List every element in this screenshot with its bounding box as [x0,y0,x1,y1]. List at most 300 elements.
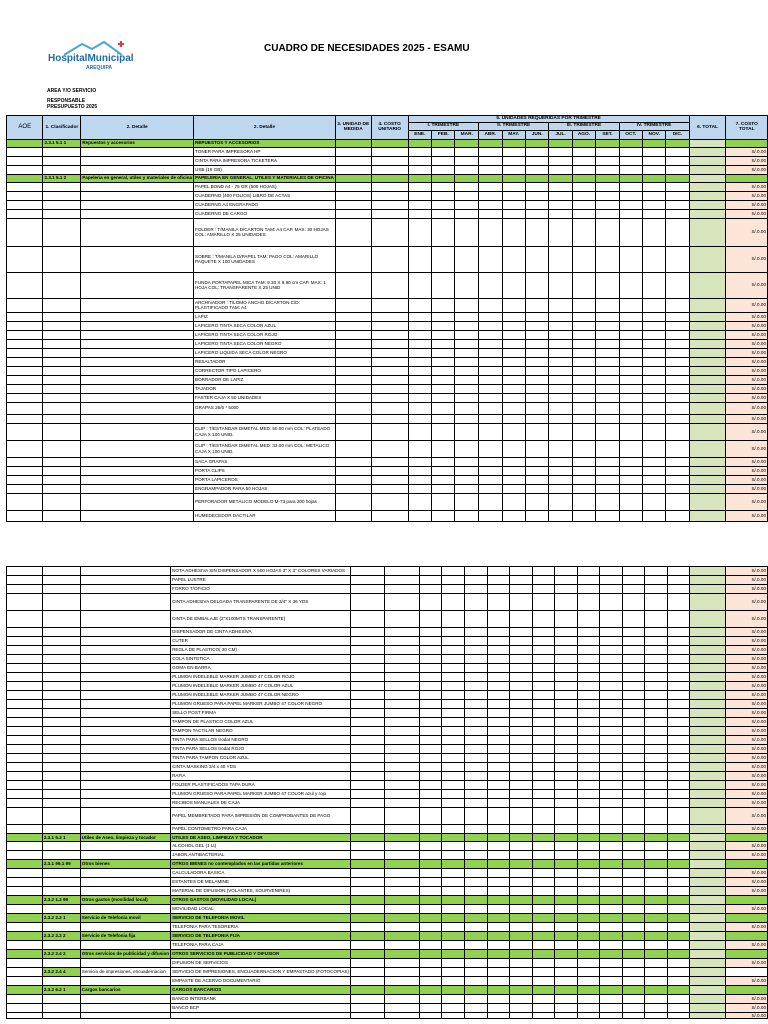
needs-table-1 [6,115,768,522]
item-row [7,709,768,718]
item-row [7,402,768,414]
cell-total [690,986,726,995]
cell-month [596,414,619,423]
cell-month [555,727,578,736]
cell-detalle: TINTA PARA SELLOS trodat ROJO [171,745,351,754]
cell-month [502,272,525,298]
cell-month [465,772,488,781]
cell-detalle: CORRECTOR TIPO LAPICERO [194,366,336,375]
cell-costo-total: S/.0.00 [725,825,767,834]
cell-month [442,655,465,664]
cell-detalle: CINTA MASKING 3/4 x 40 YDS [171,763,351,772]
cell-month [667,594,690,611]
cell-month [487,825,510,834]
item-row [7,147,768,156]
cell-unidad [335,147,371,156]
category-row [7,860,768,869]
cell-month [555,763,578,772]
cell-month [532,628,555,637]
item-row [7,567,768,576]
header-month: AGO. [572,130,596,139]
cell-month [645,1013,668,1019]
cell-month [549,272,572,298]
cell-detalle-clase [81,330,194,339]
cell-month [555,825,578,834]
cell-unidad [350,977,384,986]
cell-month [465,682,488,691]
cell-month [510,718,533,727]
cell-unidad [350,691,384,700]
cell-costo-total [725,834,767,842]
cell-month [622,825,645,834]
cell-month [408,357,431,366]
cell-aoe [7,375,43,384]
cell-total [689,393,726,402]
cell-aoe [7,673,43,682]
cell-costo-unitario [385,646,420,655]
cell-month [442,842,465,851]
cell-month [487,763,510,772]
cell-total [690,799,726,808]
cell-month [622,700,645,709]
cell-month [600,869,623,878]
cell-detalle: FOLDER PLASTIFICADOS TAPA DURA [171,781,351,790]
cell-month [600,941,623,950]
cell-month [642,165,665,174]
cell-month [667,709,690,718]
cell-detalle: ESTANTES DE MELAMINE [171,878,351,887]
cell-costo-total: S/.0.00 [725,887,767,896]
item-row [7,790,768,799]
cell-clasificador [42,851,80,860]
cell-costo-unitario [385,959,420,968]
cell-costo-unitario [371,246,408,272]
item-row [7,878,768,887]
cell-clasificador [42,790,80,799]
cell-month [596,457,619,466]
cell-clasificador [42,825,80,834]
cell-clasificador [42,959,80,968]
hospital-logo [48,40,138,76]
cell-month [502,209,525,218]
cell-detalle-clase [81,272,194,298]
cell-detalle-clase [81,414,194,423]
header-aoe: AOE [7,116,43,140]
cell-month [442,594,465,611]
cell-unidad [335,156,371,165]
cell-total [690,959,726,968]
cell-month [408,375,431,384]
cell-month [622,772,645,781]
cell-month [532,869,555,878]
cell-month [479,475,503,484]
cell-unidad [335,493,371,510]
cell-month [532,655,555,664]
cell-detalle: JABON ANTIBACTERIAL [171,851,351,860]
cell-month [572,423,596,440]
cell-month [502,414,525,423]
cell-detalle-clase: Otros bienes [80,860,170,869]
cell-month [577,808,600,825]
cell-aoe [7,808,43,825]
cell-month [642,312,665,321]
cell-month [487,718,510,727]
cell-total [690,655,726,664]
cell-month [645,682,668,691]
cell-month [549,246,572,272]
cell-month [432,457,455,466]
cell-total [689,174,726,182]
cell-month [532,567,555,576]
cell-month [555,950,578,959]
cell-month [549,440,572,457]
cell-month [622,673,645,682]
cell-detalle-clase [81,156,194,165]
cell-month [532,808,555,825]
cell-costo-unitario [385,611,420,628]
cell-unidad [335,200,371,209]
cell-month [465,860,488,869]
cell-month [619,272,642,298]
cell-month [645,860,668,869]
header-month: OCT. [619,130,642,139]
cell-unidad [350,736,384,745]
cell-month [465,727,488,736]
cell-month [487,709,510,718]
cell-month [577,673,600,682]
cell-month [645,745,668,754]
cell-aoe [7,298,43,312]
item-row [7,718,768,727]
cell-month [666,165,689,174]
item-row [7,218,768,246]
cell-month [572,475,596,484]
cell-month [465,959,488,968]
cell-detalle: FOLDER : T/MANILA D/CARTON TAM: A4 CAP. MAX: 30 HOJAS COL: AMARILLO X 25 UNIDADES [194,218,336,246]
cell-month [455,384,479,393]
cell-costo-unitario [385,585,420,594]
cell-costo-total: S/.0.00 [726,321,768,330]
cell-month [442,745,465,754]
cell-month [619,321,642,330]
cell-unidad [335,384,371,393]
item-row [7,977,768,986]
cell-month [487,655,510,664]
cell-month [572,147,596,156]
cell-costo-unitario [385,682,420,691]
cell-unidad [350,860,384,869]
item-row [7,510,768,521]
item-row [7,339,768,348]
cell-aoe [7,941,43,950]
cell-month [510,905,533,914]
cell-month [502,457,525,466]
cell-costo-total: S/.0.00 [726,191,768,200]
cell-month [667,860,690,869]
cell-total [690,763,726,772]
cell-month [532,887,555,896]
cell-month [572,414,596,423]
cell-detalle-clase [80,628,170,637]
cell-clasificador: 2.3.2 2.4 2 [42,950,80,959]
cell-aoe [7,357,43,366]
cell-month [622,709,645,718]
cell-clasificador [43,330,81,339]
cell-month [645,923,668,932]
cell-month [525,466,548,475]
cell-detalle: TELEFONIA PARA CAJA [171,941,351,950]
item-row [7,330,768,339]
cell-clasificador [43,493,81,510]
cell-month [487,968,510,977]
cell-month [465,594,488,611]
cell-month [419,736,442,745]
cell-month [667,745,690,754]
cell-month [577,869,600,878]
cell-total [690,754,726,763]
cell-month [487,986,510,995]
cell-costo-total: S/.0.00 [725,646,767,655]
cell-month [479,200,503,209]
item-row [7,191,768,200]
cell-month [455,375,479,384]
item-row [7,808,768,825]
cell-aoe [7,905,43,914]
cell-costo-unitario [371,218,408,246]
cell-detalle-clase [81,384,194,393]
cell-unidad [350,887,384,896]
cell-month [532,851,555,860]
cell-month [532,576,555,585]
cell-costo-unitario [371,402,408,414]
cell-month [442,718,465,727]
cell-detalle: CUADERNO A4 ENGRAPADO [194,200,336,209]
cell-detalle: CINTA ADHESIVA DELGADA TRANSPARENTE DE 3/4" X 36 YDS [171,594,351,611]
cell-month [642,423,665,440]
cell-unidad [335,440,371,457]
category-row [7,950,768,959]
cell-month [572,457,596,466]
cell-detalle: PLUMON INDELEBLE MARKER JUMBO 47 COLOR AZUL [171,682,351,691]
cell-total [689,298,726,312]
cell-month [572,493,596,510]
cell-total [690,781,726,790]
cell-month [465,808,488,825]
cell-month [479,466,503,475]
cell-month [600,950,623,959]
cell-costo-unitario [371,209,408,218]
cell-detalle-clase [80,611,170,628]
cell-unidad [335,357,371,366]
cell-clasificador [43,200,81,209]
cell-costo-unitario [371,156,408,165]
cell-month [642,402,665,414]
cell-total [689,375,726,384]
cell-month [408,174,431,182]
cell-month [442,896,465,905]
cell-month [577,860,600,869]
cell-month [577,825,600,834]
cell-month [667,781,690,790]
cell-costo-total: S/.0.00 [726,384,768,393]
cell-detalle-clase [81,493,194,510]
cell-month [642,366,665,375]
cell-month [442,851,465,860]
cell-detalle: LAPICERO TINTA SECA COLOR NEGRO [194,339,336,348]
cell-month [622,959,645,968]
cell-month [455,402,479,414]
cell-month [577,842,600,851]
cell-costo-total: S/.0.00 [725,790,767,799]
cell-month [502,357,525,366]
cell-month [419,709,442,718]
cell-month [600,646,623,655]
cell-month [455,321,479,330]
cell-month [532,959,555,968]
cell-month [510,727,533,736]
cell-month [465,825,488,834]
cell-month [442,834,465,842]
cell-clasificador [42,977,80,986]
cell-month [487,905,510,914]
header-costo-total: 7. COSTO TOTAL [726,116,768,140]
cell-month [465,567,488,576]
cell-detalle-clase [80,941,170,950]
cell-total [689,165,726,174]
cell-month [479,165,503,174]
cell-month [502,384,525,393]
cell-month [555,745,578,754]
cell-unidad [335,402,371,414]
cell-month [666,475,689,484]
cell-month [532,763,555,772]
cell-month [645,790,668,799]
cell-unidad [335,139,371,147]
cell-costo-unitario [385,905,420,914]
cell-month [622,585,645,594]
cell-costo-total: S/.0.00 [725,682,767,691]
cell-month [525,348,548,357]
cell-costo-unitario [385,673,420,682]
cell-month [596,393,619,402]
cell-aoe [7,887,43,896]
cell-month [666,312,689,321]
cell-unidad [350,673,384,682]
cell-month [577,887,600,896]
cell-detalle-clase [80,745,170,754]
header-month: MAY. [502,130,525,139]
cell-total [689,209,726,218]
cell-month [525,147,548,156]
item-row [7,799,768,808]
cell-month [479,339,503,348]
cell-total [689,510,726,521]
cell-month [532,585,555,594]
cell-detalle-clase [81,165,194,174]
cell-month [619,375,642,384]
item-row [7,440,768,457]
cell-month [419,878,442,887]
cell-clasificador [43,510,81,521]
cell-month [642,330,665,339]
cell-month [619,366,642,375]
cell-costo-unitario [371,440,408,457]
cell-month [419,1004,442,1013]
cell-month [642,174,665,182]
cell-month [549,147,572,156]
cell-month [642,272,665,298]
cell-month [442,736,465,745]
cell-month [510,664,533,673]
cell-month [510,878,533,887]
item-row [7,457,768,466]
cell-month [487,923,510,932]
cell-month [667,567,690,576]
cell-costo-total: S/.0.00 [725,905,767,914]
cell-month [555,1013,578,1019]
cell-month [577,567,600,576]
cell-month [622,986,645,995]
cell-detalle-clase [81,475,194,484]
cell-month [465,834,488,842]
cell-month [442,790,465,799]
cell-month [487,959,510,968]
cell-month [572,182,596,191]
cell-month [442,950,465,959]
cell-month [455,366,479,375]
cell-month [600,664,623,673]
cell-month [432,191,455,200]
cell-month [667,842,690,851]
cell-detalle-clase [80,869,170,878]
cell-month [465,896,488,905]
cell-month [600,995,623,1004]
cell-month [419,995,442,1004]
cell-month [419,825,442,834]
cell-month [487,914,510,923]
cell-month [622,851,645,860]
cell-costo-total: S/.0.00 [725,959,767,968]
cell-month [667,585,690,594]
cell-total [690,923,726,932]
cell-month [642,440,665,457]
cell-month [510,637,533,646]
header-month: SET. [596,130,619,139]
cell-total [689,156,726,165]
cell-detalle-clase [80,905,170,914]
cell-costo-unitario [371,393,408,402]
cell-clasificador [43,466,81,475]
cell-total [690,878,726,887]
cell-total [690,808,726,825]
cell-aoe [7,440,43,457]
cell-month [622,790,645,799]
item-row [7,995,768,1004]
cell-month [645,914,668,923]
cell-month [619,510,642,521]
cell-costo-total: S/.0.00 [725,1004,767,1013]
cell-aoe [7,1004,43,1013]
cell-month [479,510,503,521]
cell-month [572,357,596,366]
cell-detalle: CALCULADORA BASICA [171,869,351,878]
cell-month [577,576,600,585]
cell-detalle: SERVICIO DE TELEFONIA FIJA [171,932,351,941]
cell-month [525,246,548,272]
cell-month [667,905,690,914]
cell-month [432,366,455,375]
cell-unidad [350,986,384,995]
